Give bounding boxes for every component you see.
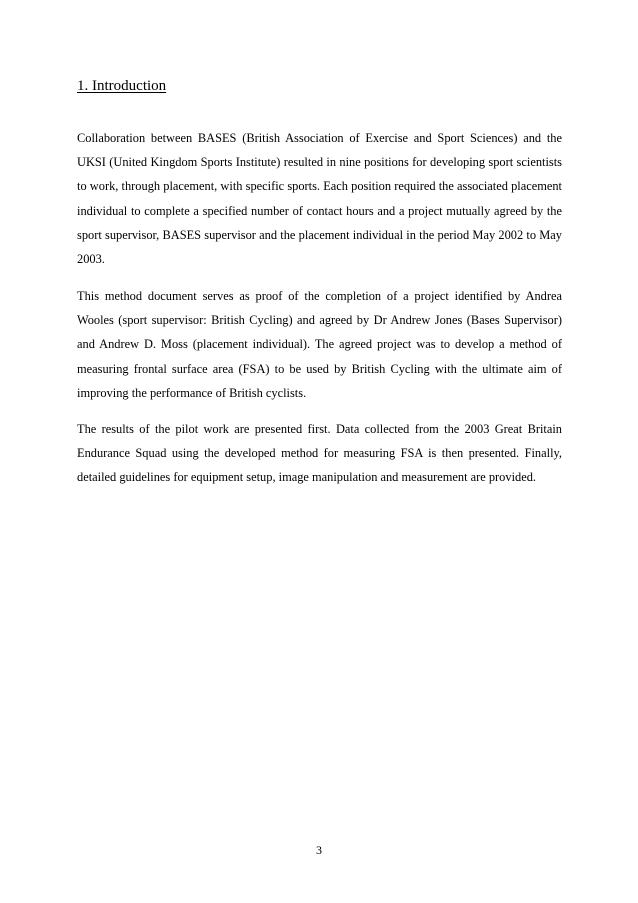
paragraph-results-overview: The results of the pilot work are presented first. Data collected from the 2003 Great Britain Endurance Squad using the developed method for measuring FSA is then presented. Finally, detailed guidelines for equipment setup, image manipulation and measurement are provided. <box>77 422 562 485</box>
section-heading: 1. Introduction <box>77 78 167 94</box>
paragraph-method-document: This method document serves as proof of the completion of a project identified by Andrea Wooles (sport supervisor: British Cycling) and agreed by Dr Andrew Jones (Bases Supervisor) and Andrew D. Moss (placement individual). The agreed project was to develop a method of measuring frontal surface area (FSA) to be used by British Cycling with the ultimate aim of improving the performance of British cyclists. <box>77 289 562 400</box>
page-number: 3 <box>316 843 322 857</box>
paragraph-collaboration: Collaboration between BASES (British Association of Exercise and Sport Sciences) and the UKSI (United Kingdom Sports Institute) resulted in nine positions for developing sport scientists to work, through placement, with specific sports. Each position required the associated placement individual to complete a specified number of contact hours and a project mutually agreed by the sport supervisor, BASES supervisor and the placement individual in the period May 2002 to May 2003. <box>77 131 562 267</box>
